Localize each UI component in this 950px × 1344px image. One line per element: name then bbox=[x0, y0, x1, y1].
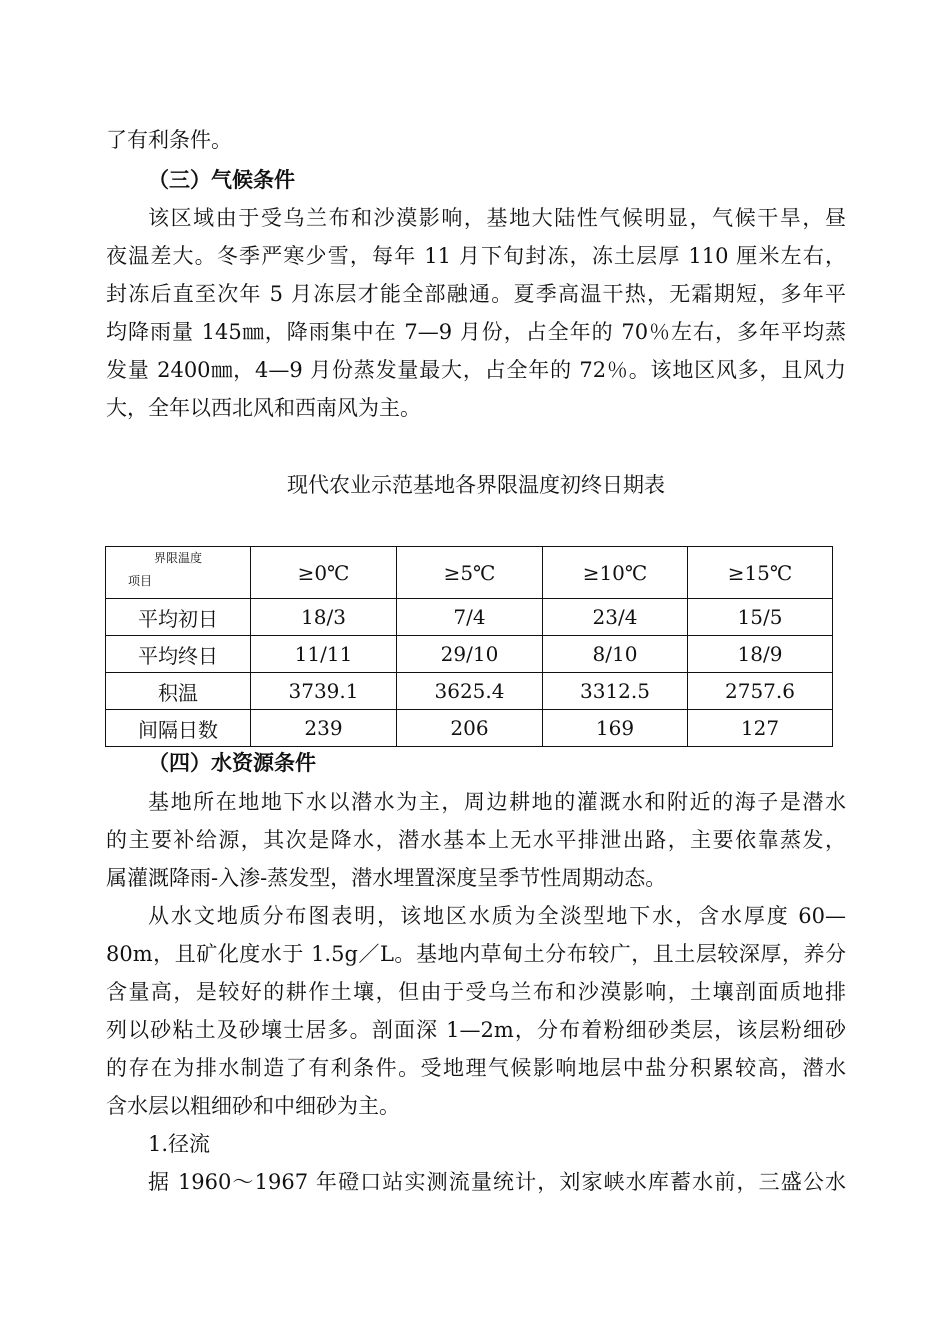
text-line: 该区域由于受乌兰布和沙漠影响，基地大陆性气候明显，气候干旱，昼 bbox=[148, 206, 846, 230]
table-row bbox=[106, 710, 833, 747]
text-line: 基地所在地地下水以潜水为主，周边耕地的灌溉水和附近的海子是潜水 bbox=[148, 790, 846, 814]
table-cell: 3312.5 bbox=[543, 673, 688, 710]
table-cell: 8/10 bbox=[543, 636, 688, 673]
row-label: 平均初日 bbox=[106, 599, 251, 636]
text-line: 从水文地质分布图表明，该地区水质为全淡型地下水，含水厚度 60— bbox=[148, 904, 846, 928]
table-row bbox=[106, 673, 833, 710]
row-label: 积温 bbox=[106, 673, 251, 710]
section-heading-climate: （三）气候条件 bbox=[148, 168, 295, 192]
text-line: 的主要补给源，其次是降水，潜水基本上无水平排泄出路，主要依靠蒸发， bbox=[106, 828, 846, 852]
row-label: 平均终日 bbox=[106, 636, 251, 673]
text-line: 含量高，是较好的耕作土壤，但由于受乌兰布和沙漠影响，土壤剖面质地排 bbox=[106, 980, 846, 1004]
text-line: 据 1960～1967 年磴口站实测流量统计，刘家峡水库蓄水前，三盛公水 bbox=[148, 1170, 846, 1194]
text-line: 大，全年以西北风和西南风为主。 bbox=[106, 396, 421, 420]
table-cell: 23/4 bbox=[543, 599, 688, 636]
row-label: 间隔日数 bbox=[106, 710, 251, 747]
table-cell: 7/4 bbox=[397, 599, 543, 636]
table-cell: 239 bbox=[251, 710, 397, 747]
table-cell: 18/9 bbox=[688, 636, 833, 673]
text-line: 封冻后直至次年 5 月冻层才能全部融通。夏季高温干热，无霜期短，多年平 bbox=[106, 282, 846, 306]
text-line: 含水层以粗细砂和中细砂为主。 bbox=[106, 1094, 400, 1118]
text-line: 的存在为排水制造了有利条件。受地理气候影响地层中盐分积累较高，潜水 bbox=[106, 1056, 846, 1080]
corner-label-temperature: 界限温度 bbox=[154, 551, 203, 565]
column-header: ≥10℃ bbox=[543, 547, 688, 599]
table-cell: 18/3 bbox=[251, 599, 397, 636]
table-cell: 206 bbox=[397, 710, 543, 747]
text-line: 了有利条件。 bbox=[106, 128, 232, 152]
limit-temperature-table bbox=[105, 546, 833, 747]
table-cell: 169 bbox=[543, 710, 688, 747]
column-header: ≥5℃ bbox=[397, 547, 543, 599]
table-row bbox=[106, 599, 833, 636]
table-cell: 3625.4 bbox=[397, 673, 543, 710]
table-caption: 现代农业示范基地各界限温度初终日期表 bbox=[287, 473, 665, 497]
text-line: 列以砂粘土及砂壤士居多。剖面深 1—2m，分布着粉细砂类层，该层粉细砂 bbox=[106, 1018, 846, 1042]
table-cell: 15/5 bbox=[688, 599, 833, 636]
table-cell: 2757.6 bbox=[688, 673, 833, 710]
table-corner-cell bbox=[106, 547, 251, 599]
column-header: ≥0℃ bbox=[251, 547, 397, 599]
text-line: 发量 2400㎜，4—9 月份蒸发量最大，占全年的 72％。该地区风多，且风力 bbox=[106, 358, 846, 382]
text-line: 夜温差大。冬季严寒少雪，每年 11 月下旬封冻，冻土层厚 110 厘米左右， bbox=[106, 244, 846, 268]
sub-heading-runoff: 1.径流 bbox=[148, 1132, 211, 1156]
text-line: 80m，且矿化度水于 1.5g／L。基地内草甸土分布较广，且土层较深厚，养分 bbox=[106, 942, 846, 966]
table-cell: 3739.1 bbox=[251, 673, 397, 710]
table-header-row bbox=[106, 547, 833, 599]
table-cell: 127 bbox=[688, 710, 833, 747]
corner-label-item: 项目 bbox=[128, 574, 153, 588]
table-row bbox=[106, 636, 833, 673]
column-header: ≥15℃ bbox=[688, 547, 833, 599]
section-heading-water: （四）水资源条件 bbox=[148, 751, 316, 775]
table-cell: 29/10 bbox=[397, 636, 543, 673]
text-line: 属灌溉降雨-入渗-蒸发型，潜水埋置深度呈季节性周期动态。 bbox=[106, 866, 667, 890]
text-line: 均降雨量 145㎜，降雨集中在 7—9 月份，占全年的 70％左右，多年平均蒸 bbox=[106, 320, 846, 344]
table-cell: 11/11 bbox=[251, 636, 397, 673]
